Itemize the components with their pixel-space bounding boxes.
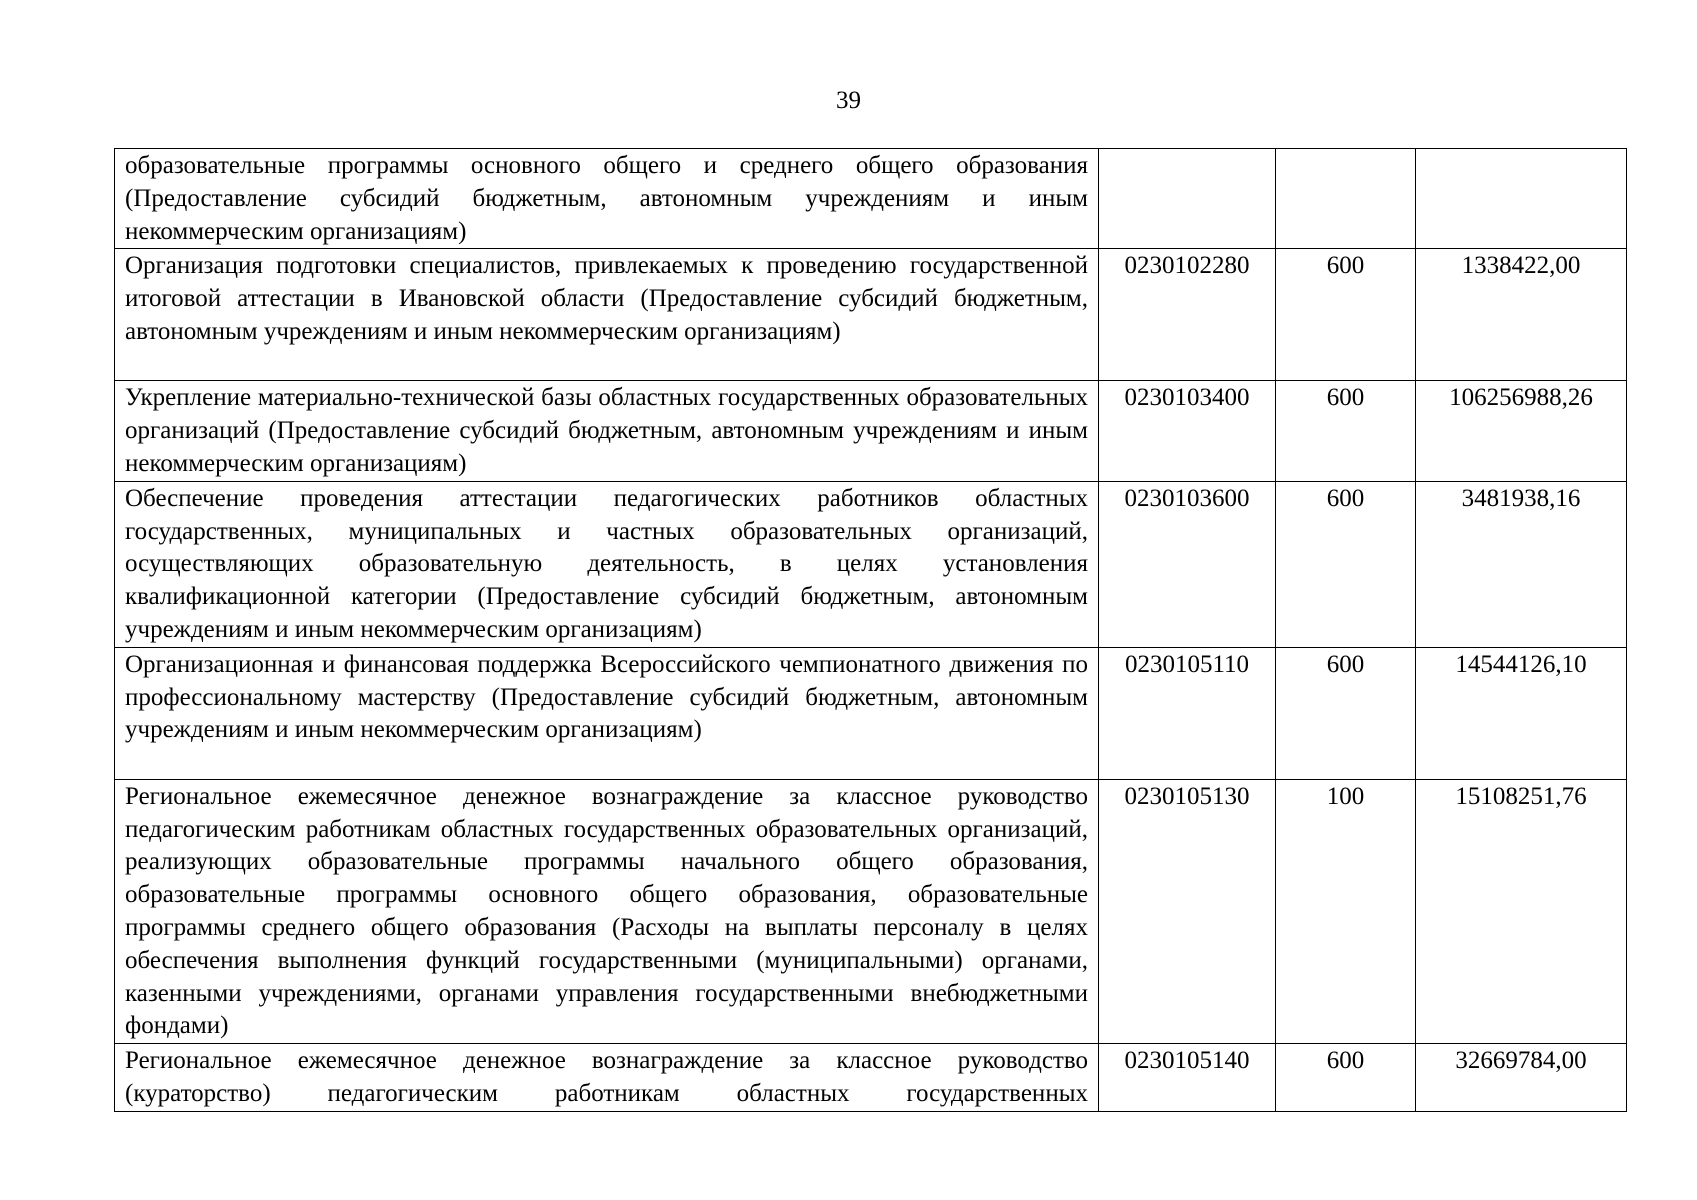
expense-name-cell: Укрепление материально-технической базы областных государственных образовательных организаций (Предоставление субсидий бюджетным, автономным учреждениям и иным некоммерческим организациям) (115, 381, 1099, 481)
target-code-cell: 0230102280 (1099, 249, 1276, 381)
target-code-cell: 0230105140 (1099, 1044, 1276, 1112)
expense-name-cell: Организация подготовки специалистов, привлекаемых к проведению государственной итоговой аттестации в Ивановской области (Предоставление субсидий бюджетным, автономным учреждениям и иным некоммерческим организациям) (115, 249, 1099, 381)
expense-name-cell: образовательные программы основного общего и среднего общего образования (Предоставление субсидий бюджетным, автономным учреждениям и иным некоммерческим организациям) (115, 149, 1099, 249)
amount-cell: 1338422,00 (1416, 249, 1627, 381)
expense-type-cell: 600 (1276, 647, 1416, 779)
table-row (115, 149, 1627, 249)
table-row (115, 381, 1627, 481)
table-row (115, 1044, 1627, 1112)
expense-type-cell: 600 (1276, 481, 1416, 647)
expense-type-cell: 100 (1276, 779, 1416, 1043)
amount-cell: 3481938,16 (1416, 481, 1627, 647)
target-code-cell: 0230103400 (1099, 381, 1276, 481)
budget-table (114, 148, 1627, 1112)
expense-name-cell: Организационная и финансовая поддержка Всероссийского чемпионатного движения по профессиональному мастерству (Предоставление субсидий бюджетным, автономным учреждениям и иным некоммерческим организациям) (115, 647, 1099, 779)
expense-type-cell: 600 (1276, 381, 1416, 481)
amount-cell: 15108251,76 (1416, 779, 1627, 1043)
amount-cell: 106256988,26 (1416, 381, 1627, 481)
amount-cell (1416, 149, 1627, 249)
amount-cell: 14544126,10 (1416, 647, 1627, 779)
target-code-cell: 0230103600 (1099, 481, 1276, 647)
page-number: 39 (836, 87, 861, 114)
target-code-cell: 0230105130 (1099, 779, 1276, 1043)
expense-name-cell: Обеспечение проведения аттестации педагогических работников областных государственных, муниципальных и частных образовательных организаций, осуществляющих образовательную деятельность, в целях установления квалификационной категории (Предоставление субсидий бюджетным, автономным учреждениям и иным некоммерческим организациям) (115, 481, 1099, 647)
expense-type-cell: 600 (1276, 1044, 1416, 1112)
target-code-cell (1099, 149, 1276, 249)
expense-type-cell (1276, 149, 1416, 249)
expense-name-cell: Региональное ежемесячное денежное вознаграждение за классное руководство (кураторство) педагогическим работникам областных государственных (115, 1044, 1099, 1112)
target-code-cell: 0230105110 (1099, 647, 1276, 779)
expense-type-cell: 600 (1276, 249, 1416, 381)
table-row (115, 779, 1627, 1043)
table-row (115, 647, 1627, 779)
table-row (115, 249, 1627, 381)
amount-cell: 32669784,00 (1416, 1044, 1627, 1112)
expense-name-cell: Региональное ежемесячное денежное вознаграждение за классное руководство педагогическим работникам областных государственных образовательных организаций, реализующих образовательные программы начального общего образования, образовательные программы основного общего образования, образовательные программы среднего общего образования (Расходы на выплаты персоналу в целях обеспечения выполнения функций государственными (муниципальными) органами, казенными учреждениями, органами управления государственными внебюджетными фондами) (115, 779, 1099, 1043)
table-row (115, 481, 1627, 647)
